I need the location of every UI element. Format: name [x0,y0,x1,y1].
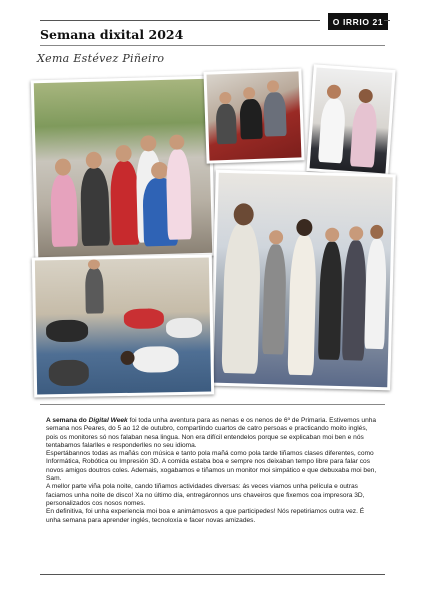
outdoor-group-photo [31,76,216,261]
digital-week-term: Digital Week [88,417,128,424]
classroom-table-photo [203,68,304,163]
footer-rule [40,574,385,575]
floor-activity-photo [32,254,214,397]
issue-tag: O IRRIO 21 [328,13,388,30]
article-paragraph: A mellor parte viña pola noite, cando tiñamos actividades diversas: ás veces viamos unha película e outras faciamos unha noite de disco! Xa no último día, entregáronnos uns chaveiros que fixemos coa impresora 3D, personalizados cos nosos nomes. [46,483,365,507]
article-divider [40,404,385,405]
two-girls-photo [306,64,395,176]
article-lead: A semana do [46,417,89,424]
article-paragraph: Espertábannos todas as mañás con música e tanto pola mañá como pola tarde tiñamos clases diferentes, como Informática, Robótica ou Impresión 3D. A comida estaba boa e sempre nos deixaban tempo libre para falar cos novos amigos doutros coles. Ademais, xogabamos e tiñamos un monitor moi simpático e que debuxaba moi ben, Sam. [46,450,377,483]
author-signature: Xema Estévez Piñeiro [37,52,165,65]
article-paragraph [46,417,378,450]
header-rule-end [384,20,390,21]
article-body [46,417,378,525]
article-paragraph-text: foi toda unha aventura para as nenas e os nenos de 6º de Primaria. Estivemos unha semana nos Peares, do 5 ao 12 de outubro, compartindo cuartos de catro persoas e practicando moito inglés, pois os monitores só nos falaban nesa lingua. Non era difícil entendelos porque se explicaban moi ben e nós tentabamos falarlles e responderlles no seu idioma. [46,417,377,449]
group-meeting-photo [210,170,396,391]
title-divider [40,45,385,46]
header-rule [40,20,320,21]
article-paragraph: En definitiva, foi unha experiencia moi boa e animámosvos a que participedes! Nós repetiriamos outra vez. É unha semana para aprender inglés, tecnoloxía e facer novas amizades. [46,508,365,524]
page-title: Semana dixital 2024 [40,27,184,42]
